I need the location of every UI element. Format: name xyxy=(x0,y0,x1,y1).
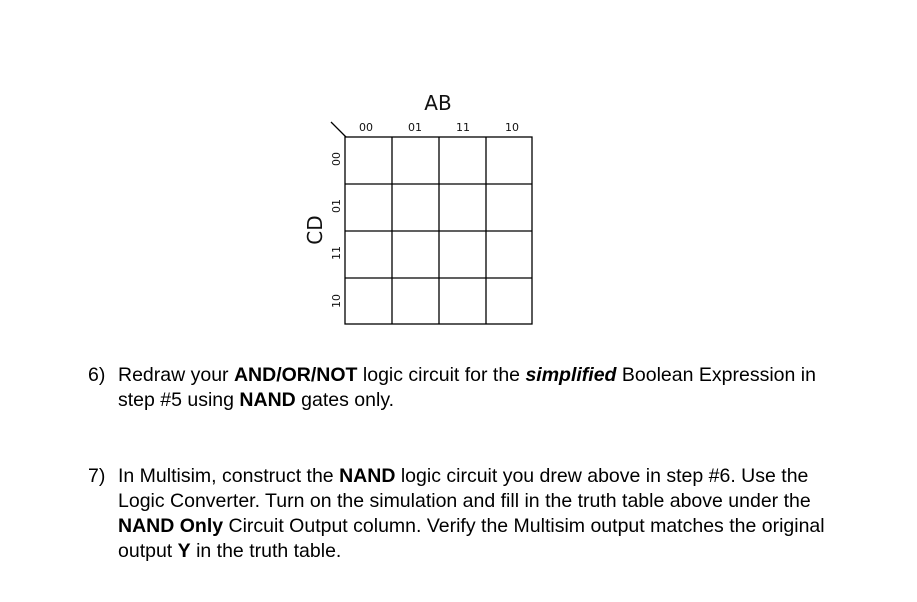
text-run: Circuit Output column. Verify the Multisim output matches the original output xyxy=(118,515,825,562)
bold-italic-term: simplified xyxy=(525,364,617,386)
question-text xyxy=(118,464,848,564)
kmap-grid xyxy=(345,137,532,324)
kmap-row-label-01: 01 xyxy=(330,199,343,213)
text-run: logic circuit you drew above in step #6. Use the Logic Converter. Turn on the simulation and fill in the truth table above under the xyxy=(118,465,811,512)
question-number: 6) xyxy=(88,364,106,386)
question-text xyxy=(118,363,848,413)
question-number: 7) xyxy=(88,465,106,487)
kmap-row-label-11: 11 xyxy=(330,246,343,260)
text-run: In Multisim, construct the xyxy=(118,465,340,487)
bold-term: NAND xyxy=(239,389,296,411)
kmap-col-label-01: 01 xyxy=(408,121,422,134)
text-run: Boolean Expression in step #5 using xyxy=(118,364,816,411)
text-run: Redraw your xyxy=(118,364,234,386)
text-run: logic circuit for the xyxy=(357,364,526,386)
bold-term: NAND xyxy=(339,465,396,487)
text-run: in the truth table. xyxy=(190,540,342,562)
kmap-corner-diagonal xyxy=(331,122,346,137)
text-run: gates only. xyxy=(295,389,395,411)
kmap-column-variable: AB xyxy=(424,91,452,115)
kmap-col-label-10: 10 xyxy=(505,121,519,134)
kmap-row-variable: CD xyxy=(303,215,327,245)
bold-term: AND/OR/NOT xyxy=(233,364,358,386)
question-7 xyxy=(88,464,848,564)
kmap-col-label-00: 00 xyxy=(359,121,373,134)
bold-term: Y xyxy=(177,540,191,562)
kmap-col-label-11: 11 xyxy=(456,121,470,134)
question-6 xyxy=(88,363,848,413)
kmap-row-label-10: 10 xyxy=(330,294,343,308)
bold-term: NAND Only xyxy=(118,515,224,537)
kmap-row-label-00: 00 xyxy=(330,152,343,166)
